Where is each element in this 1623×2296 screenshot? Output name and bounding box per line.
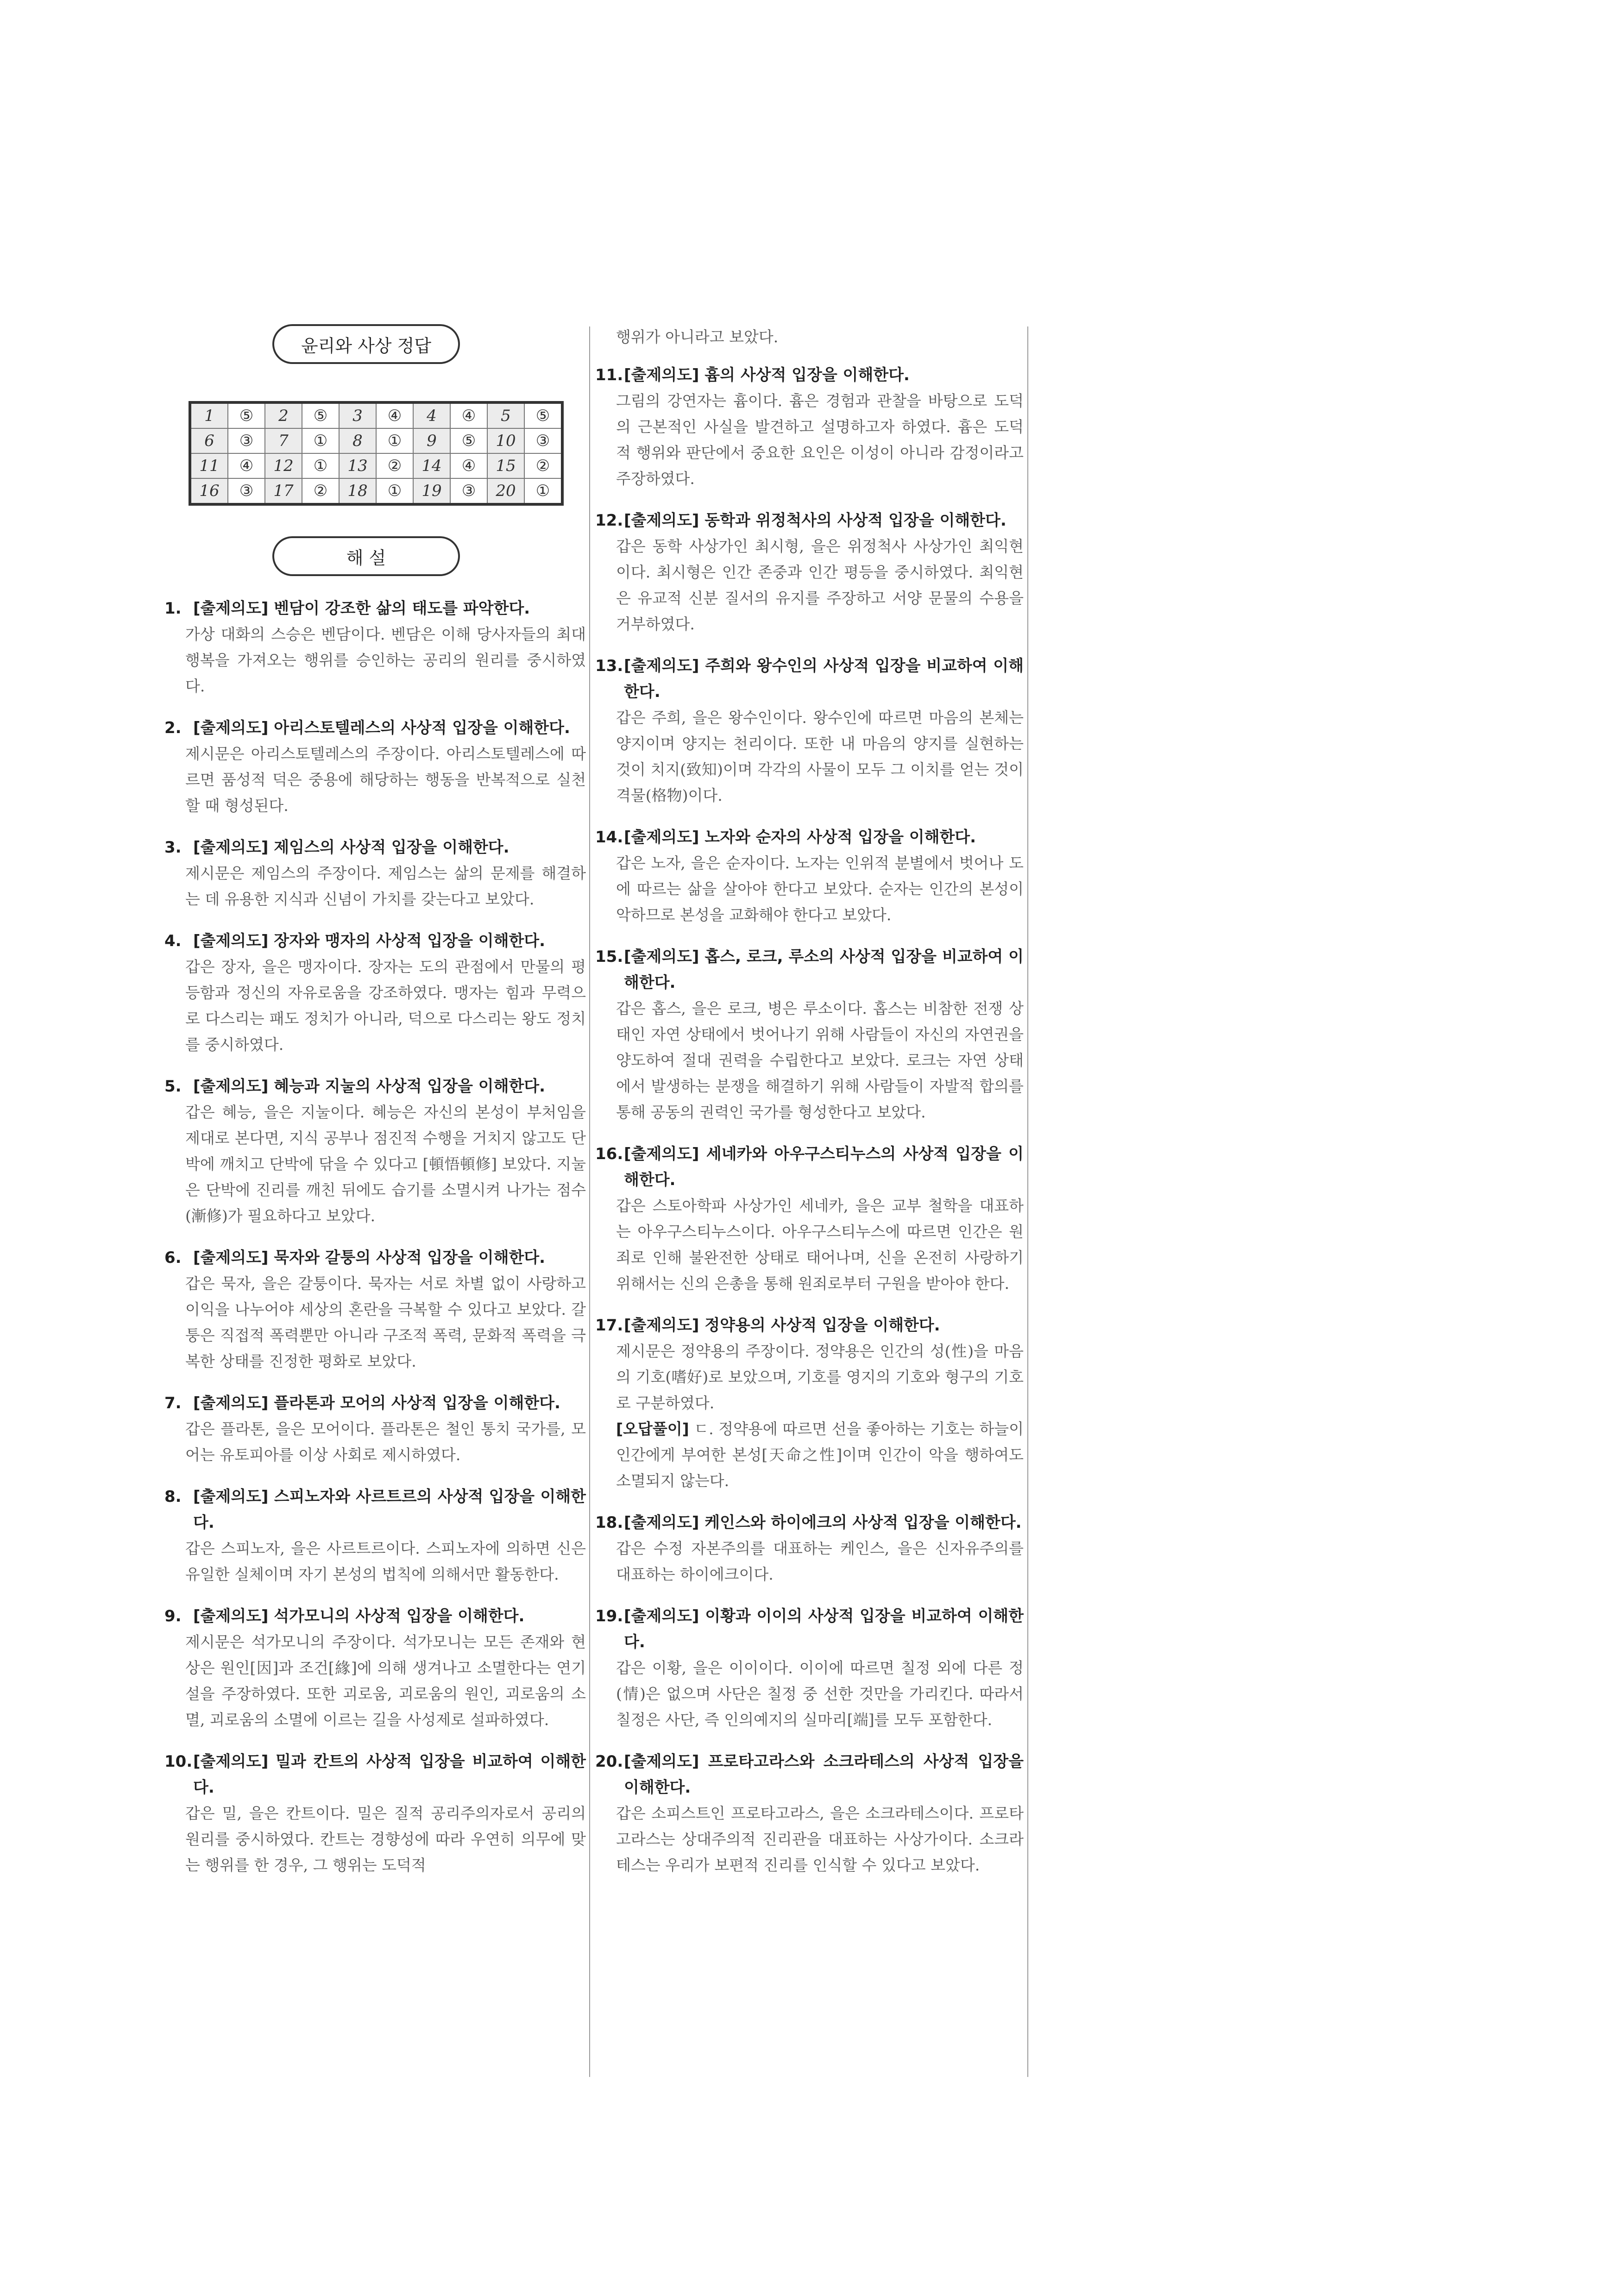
item-number: 18.: [595, 1513, 623, 1532]
explanation-item: [164, 1390, 586, 1468]
item-explanation: [164, 1800, 586, 1878]
item-explanation: [164, 860, 586, 912]
explanation-item: [595, 944, 1024, 1125]
item-explanation-text: 갑은 장자, 을은 맹자이다. 장자는 도의 관점에서 만물의 평등함과 정신의 자유로움을 강조하였다. 맹자는 힘과 무력으로 다스리는 패도 정치가 아니라, 덕으로 다스리는 왕도 정치를 중시하였다.: [185, 958, 586, 1054]
item-explanation-text: 갑은 홉스, 을은 로크, 병은 루소이다. 홉스는 비참한 전쟁 상태인 자연 상태에서 벗어나기 위해 사람들이 자신의 자연권을 양도하여 절대 권력을 수립한다고 보았다. 로크는 자연 상태에서 발생하는 분쟁을 해결하기 위해 사람들이 자발적 합의를 통해 공동의 권력인 국가를 형성한다고 보았다.: [616, 999, 1024, 1121]
item-explanation: [595, 388, 1024, 492]
item-explanation: [595, 996, 1024, 1125]
item-intent: [출제의도] 묵자와 갈퉁의 사상적 입장을 이해한다.: [193, 1248, 546, 1267]
explanation-item: [595, 1312, 1024, 1494]
answer-row: [190, 478, 562, 504]
explanation-item: [164, 596, 586, 699]
explanation-item: [595, 508, 1024, 637]
item-explanation: [595, 1193, 1024, 1297]
continued-text: 행위가 아니라고 보았다.: [616, 328, 779, 346]
item-heading: [595, 1510, 1024, 1536]
item-number: 12.: [595, 511, 623, 530]
explanation-item: [595, 1749, 1024, 1878]
question-number: 11: [190, 453, 228, 478]
item-intent: [출제의도] 이황과 이이의 사상적 입장을 비교하여 이해한다.: [624, 1607, 1024, 1651]
item-number: 6.: [164, 1248, 182, 1267]
item-explanation-text: 갑은 소피스트인 프로타고라스, 을은 소크라테스이다. 프로타고라스는 상대주의적 진리관을 대표하는 사상가이다. 소크라테스는 우리가 보편적 진리를 인식할 수 있다고 보았다.: [616, 1804, 1024, 1874]
question-number: 7: [265, 428, 302, 453]
answer-value: ②: [302, 478, 339, 504]
item-intent: [출제의도] 동학과 위정척사의 사상적 입장을 이해한다.: [624, 511, 1007, 530]
item-number: 7.: [164, 1394, 182, 1412]
item-explanation: [164, 621, 586, 699]
item-heading: [595, 1603, 1024, 1655]
item-intent: [출제의도] 장자와 맹자의 사상적 입장을 이해한다.: [193, 932, 546, 950]
question-number: 3: [339, 402, 376, 428]
item-explanation-text: 제시문은 석가모니의 주장이다. 석가모니는 모든 존재와 현상은 원인[因]과 조건[緣]에 의해 생겨나고 소멸한다는 연기설을 주장하였다. 또한 괴로움, 괴로움의 원인, 괴로움의 소멸, 괴로움의 소멸에 이르는 길을 사성제로 설파하였다.: [185, 1633, 586, 1729]
question-number: 8: [339, 428, 376, 453]
item-explanation: [595, 1655, 1024, 1733]
item-explanation-text: 갑은 동학 사상가인 최시형, 을은 위정척사 사상가인 최익현이다. 최시형은 인간 존중과 인간 평등을 중시하였다. 최익현은 유교적 신분 질서의 유지를 주장하고 서양 문물의 수용을 거부하였다.: [616, 537, 1024, 633]
item-intent: [출제의도] 세네카와 아우구스티누스의 사상적 입장을 이해한다.: [624, 1145, 1024, 1189]
item-heading: [164, 1073, 586, 1099]
item-heading: [595, 824, 1024, 850]
answer-value: ②: [376, 453, 413, 478]
item-explanation-text: 갑은 수정 자본주의를 대표하는 케인스, 을은 신자유주의를 대표하는 하이에크이다.: [616, 1539, 1024, 1583]
answer-value: ①: [376, 478, 413, 504]
item-explanation: [164, 1416, 586, 1468]
item-number: 13.: [595, 657, 623, 675]
item-explanation: [164, 741, 586, 819]
explanation-item: [595, 653, 1024, 809]
item-explanation: [164, 1536, 586, 1587]
explanation-list-left: [164, 596, 586, 1878]
item-heading: [164, 1245, 586, 1271]
answer-value: ③: [228, 428, 265, 453]
explanation-item: [595, 1603, 1024, 1733]
answer-value: ③: [450, 478, 487, 504]
explanation-item: [164, 1484, 586, 1587]
item-intent: [출제의도] 제임스의 사상적 입장을 이해한다.: [193, 838, 510, 857]
item-heading: [164, 715, 586, 741]
item-heading: [164, 1749, 586, 1800]
item-heading: [595, 1312, 1024, 1338]
wrong-answer-label: [오답풀이]: [616, 1420, 689, 1438]
item-intent: [출제의도] 스피노자와 사르트르의 사상적 입장을 이해한다.: [193, 1487, 586, 1532]
answer-value: ⑤: [228, 402, 265, 428]
question-number: 13: [339, 453, 376, 478]
question-number: 5: [487, 402, 524, 428]
item-intent: [출제의도] 흄의 사상적 입장을 이해한다.: [624, 366, 910, 384]
item-number: 4.: [164, 932, 182, 950]
item-heading: [595, 1141, 1024, 1193]
column-divider-right: [1027, 326, 1028, 2077]
explanation-item: [164, 834, 586, 912]
question-number: 16: [190, 478, 228, 504]
answer-value: ⑤: [524, 402, 562, 428]
answer-value: ①: [302, 453, 339, 478]
item-number: 11.: [595, 366, 623, 384]
item-heading: [164, 928, 586, 954]
item-explanation-text: 갑은 노자, 을은 순자이다. 노자는 인위적 분별에서 벗어나 도에 따르는 삶을 살아야 한다고 보았다. 순자는 인간의 본성이 악하므로 본성을 교화해야 한다고 보았다.: [616, 854, 1024, 924]
item-explanation-text: 갑은 스피노자, 을은 사르트르이다. 스피노자에 의하면 신은 유일한 실체이며 자기 본성의 법칙에 의해서만 활동한다.: [185, 1539, 586, 1583]
item-intent: [출제의도] 아리스토텔레스의 사상적 입장을 이해한다.: [193, 719, 570, 737]
item-intent: [출제의도] 케인스와 하이에크의 사상적 입장을 이해한다.: [624, 1513, 1022, 1532]
item-explanation: [164, 1271, 586, 1374]
explanation-item: [595, 362, 1024, 492]
item-explanation: [595, 1338, 1024, 1416]
item-explanation: [595, 850, 1024, 928]
item-heading: [595, 653, 1024, 705]
item-heading: [164, 834, 586, 860]
right-column: [595, 324, 1024, 1878]
item-heading: [595, 362, 1024, 388]
explanation-item: [164, 1749, 586, 1878]
item-number: 9.: [164, 1607, 182, 1625]
explanation-title: 해 설: [272, 536, 460, 576]
item-explanation-text: 갑은 플라톤, 을은 모어이다. 플라톤은 철인 통치 국가를, 모어는 유토피아를 이상 사회로 제시하였다.: [185, 1420, 586, 1464]
item-intent: [출제의도] 플라톤과 모어의 사상적 입장을 이해한다.: [193, 1394, 560, 1412]
item-number: 16.: [595, 1145, 623, 1163]
item-explanation-text: 갑은 주희, 을은 왕수인이다. 왕수인에 따르면 마음의 본체는 양지이며 양지는 천리이다. 또한 내 마음의 양지를 실현하는 것이 치지(致知)이며 각각의 사물이 모두 그 이치를 얻는 것이 격물(格物)이다.: [616, 709, 1024, 804]
item-number: 14.: [595, 828, 623, 847]
item-number: 19.: [595, 1607, 623, 1625]
explanation-list-right: [595, 362, 1024, 1878]
question-number: 19: [413, 478, 450, 504]
question-number: 4: [413, 402, 450, 428]
item-intent: [출제의도] 정약용의 사상적 입장을 이해한다.: [624, 1316, 940, 1335]
answer-row: [190, 428, 562, 453]
question-number: 15: [487, 453, 524, 478]
item-number: 10.: [164, 1752, 193, 1771]
item-explanation: [595, 1800, 1024, 1878]
item-explanation: [595, 1536, 1024, 1587]
answer-value: ②: [524, 453, 562, 478]
question-number: 1: [190, 402, 228, 428]
item-heading: [164, 596, 586, 621]
item-explanation-text: 갑은 묵자, 을은 갈퉁이다. 묵자는 서로 차별 없이 사랑하고 이익을 나누어야 세상의 혼란을 극복할 수 있다고 보았다. 갈퉁은 직접적 폭력뿐만 아니라 구조적 폭력, 문화적 폭력을 극복한 상태를 진정한 평화로 보았다.: [185, 1274, 586, 1370]
wrong-answer-note: [595, 1416, 1024, 1494]
item-number: 2.: [164, 719, 182, 737]
item-number: 5.: [164, 1077, 182, 1096]
item-heading: [595, 1749, 1024, 1800]
answer-value: ①: [302, 428, 339, 453]
item-intent: [출제의도] 밀과 칸트의 사상적 입장을 비교하여 이해한다.: [193, 1752, 586, 1797]
explanation-item: [595, 1510, 1024, 1587]
column-divider: [589, 326, 590, 2077]
explanation-item: [164, 1603, 586, 1733]
item-heading: [164, 1390, 586, 1416]
item-intent: [출제의도] 프로타고라스와 소크라테스의 사상적 입장을 이해한다.: [624, 1752, 1024, 1797]
question-number: 10: [487, 428, 524, 453]
explanation-item: [164, 1245, 586, 1374]
answer-value: ①: [524, 478, 562, 504]
question-number: 20: [487, 478, 524, 504]
answer-value: ①: [376, 428, 413, 453]
answer-row: [190, 402, 562, 428]
question-number: 9: [413, 428, 450, 453]
item-intent: [출제의도] 석가모니의 사상적 입장을 이해한다.: [193, 1607, 525, 1625]
answer-title: 윤리와 사상 정답: [272, 324, 460, 364]
answer-value: ④: [450, 453, 487, 478]
question-number: 12: [265, 453, 302, 478]
question-number: 17: [265, 478, 302, 504]
item-explanation-text: 갑은 스토아학파 사상가인 세네카, 을은 교부 철학을 대표하는 아우구스티누스이다. 아우구스티누스에 따르면 인간은 원죄로 인해 불완전한 상태로 태어나며, 신을 온전히 사랑하기 위해서는 신의 은총을 통해 원죄로부터 구원을 받아야 한다.: [616, 1197, 1024, 1292]
answer-table: [189, 401, 564, 506]
wrong-answer-text: ㄷ. 정약용에 따르면 선을 좋아하는 기호는 하늘이 인간에게 부여한 본성[天命之性]이며 인간이 악을 행하여도 소멸되지 않는다.: [616, 1420, 1024, 1490]
item-number: 3.: [164, 838, 182, 857]
item-number: 20.: [595, 1752, 623, 1771]
item-heading: [595, 508, 1024, 533]
explanation-item: [164, 1073, 586, 1229]
item-explanation-text: 그림의 강연자는 흄이다. 흄은 경험과 관찰을 바탕으로 도덕의 근본적인 사실을 발견하고 설명하고자 하였다. 흄은 도덕적 행위와 판단에서 중요한 요인은 이성이 아니라 감정이라고 주장하였다.: [616, 392, 1024, 488]
item-intent: [출제의도] 노자와 순자의 사상적 입장을 이해한다.: [624, 828, 976, 847]
item-explanation-text: 갑은 이황, 을은 이이이다. 이이에 따르면 칠정 외에 다른 정(情)은 없으며 사단은 칠정 중 선한 것만을 가리킨다. 따라서 칠정은 사단, 즉 인의예지의 실마리[端]를 모두 포함한다.: [616, 1659, 1024, 1729]
item-number: 8.: [164, 1487, 182, 1506]
answer-value: ⑤: [302, 402, 339, 428]
answer-value: ④: [450, 402, 487, 428]
question-number: 14: [413, 453, 450, 478]
item-explanation: [164, 1629, 586, 1733]
item-intent: [출제의도] 주희와 왕수인의 사상적 입장을 비교하여 이해한다.: [624, 657, 1024, 701]
question-number: 2: [265, 402, 302, 428]
answer-value: ③: [228, 478, 265, 504]
item-explanation: [595, 533, 1024, 637]
item-explanation-text: 제시문은 제임스의 주장이다. 제임스는 삶의 문제를 해결하는 데 유용한 지식과 신념이 가치를 갖는다고 보았다.: [185, 864, 586, 908]
answer-value: ③: [524, 428, 562, 453]
item-explanation-text: 가상 대화의 스승은 벤담이다. 벤담은 이해 당사자들의 최대 행복을 가져오는 행위를 승인하는 공리의 원리를 중시하였다.: [185, 625, 586, 695]
item-heading: [164, 1603, 586, 1629]
item-number: 15.: [595, 947, 623, 966]
item-intent: [출제의도] 혜능과 지눌의 사상적 입장을 이해한다.: [193, 1077, 546, 1096]
question-number: 18: [339, 478, 376, 504]
answer-row: [190, 453, 562, 478]
item-explanation: [164, 954, 586, 1058]
item-explanation-text: 제시문은 아리스토텔레스의 주장이다. 아리스토텔레스에 따르면 품성적 덕은 중용에 해당하는 행동을 반복적으로 실천할 때 형성된다.: [185, 745, 586, 815]
explanation-item: [164, 928, 586, 1058]
item-explanation-text: 갑은 밀, 을은 칸트이다. 밀은 질적 공리주의자로서 공리의 원리를 중시하였다. 칸트는 경향성에 따라 우연히 의무에 맞는 행위를 한 경우, 그 행위는 도덕적: [185, 1804, 586, 1874]
question-number: 6: [190, 428, 228, 453]
explanation-item: [164, 715, 586, 819]
item-intent: [출제의도] 벤담이 강조한 삶의 태도를 파악한다.: [193, 599, 530, 618]
item-explanation: [164, 1099, 586, 1229]
item-explanation: [595, 705, 1024, 809]
item-explanation-text: 갑은 혜능, 을은 지눌이다. 혜능은 자신의 본성이 부처임을 제대로 본다면, 지식 공부나 점진적 수행을 거치지 않고도 단박에 깨치고 단박에 닦을 수 있다고 [頓悟頓修] 보았다. 지눌은 단박에 진리를 깨친 뒤에도 습기를 소멸시켜 나가는 점수(漸修)가 필요하다고 보았다.: [185, 1103, 586, 1225]
item-explanation-text: 제시문은 정약용의 주장이다. 정약용은 인간의 성(性)을 마음의 기호(嗜好)로 보았으며, 기호를 영지의 기호와 형구의 기호로 구분하였다.: [616, 1342, 1024, 1412]
answer-value: ⑤: [450, 428, 487, 453]
explanation-item: [595, 824, 1024, 928]
explanation-item: [595, 1141, 1024, 1297]
item-number: 1.: [164, 599, 182, 618]
answer-value: ④: [228, 453, 265, 478]
item-heading: [595, 944, 1024, 996]
item-number: 17.: [595, 1316, 623, 1335]
left-column: [164, 324, 586, 1878]
item-intent: [출제의도] 홉스, 로크, 루소의 사상적 입장을 비교하여 이해한다.: [624, 947, 1024, 992]
item-heading: [164, 1484, 586, 1536]
answer-value: ④: [376, 402, 413, 428]
